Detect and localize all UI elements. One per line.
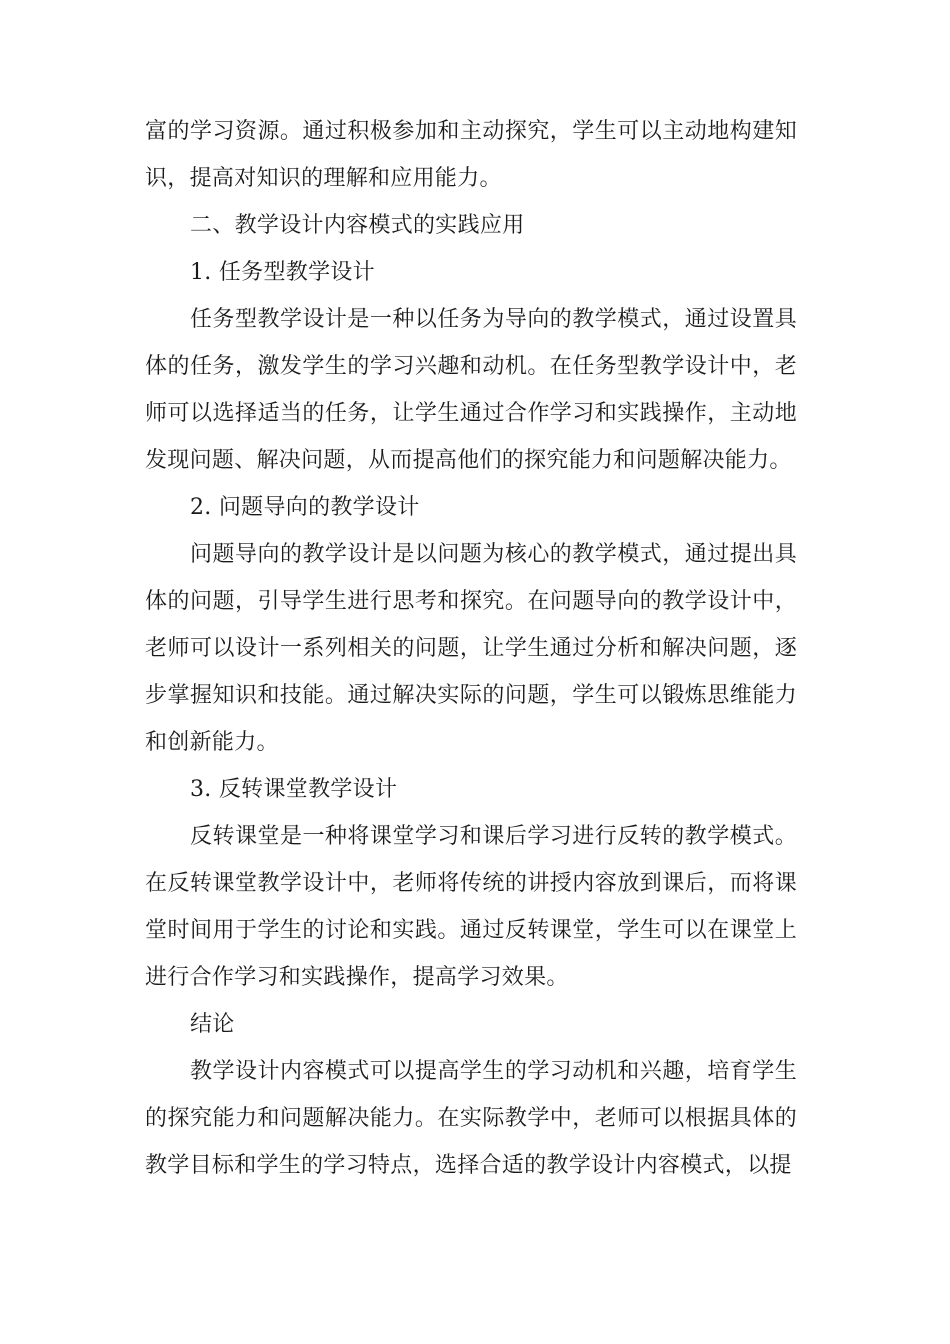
paragraph-task-based: 任务型教学设计是一种以任务为导向的教学模式，通过设置具体的任务，激发学生的学习兴趣和动机。在任务型教学设计中，老师可以选择适当的任务，让学生通过合作学习和实践操作，主动地发现问题、解决问题，从而提高他们的探究能力和问题解决能力。	[145, 307, 797, 473]
paragraph-flipped-classroom: 反转课堂是一种将课堂学习和课后学习进行反转的教学模式。在反转课堂教学设计中，老师将传统的讲授内容放到课后，而将课堂时间用于学生的讨论和实践。通过反转课堂，学生可以在课堂上进行合作学习和实践操作，提高学习效果。	[145, 824, 797, 990]
paragraph-continuation: 富的学习资源。通过积极参加和主动探究，学生可以主动地构建知识，提高对知识的理解和应用能力。	[145, 119, 797, 191]
subsection-heading-1: 1. 任务型教学设计	[190, 260, 375, 285]
paragraph-problem-oriented: 问题导向的教学设计是以问题为核心的教学模式，通过提出具体的问题，引导学生进行思考和探究。在问题导向的教学设计中，老师可以设计一系列相关的问题，让学生通过分析和解决问题，逐步掌握知识和技能。通过解决实际的问题，学生可以锻炼思维能力和创新能力。	[145, 542, 797, 755]
document-body	[145, 108, 797, 1189]
subsection-heading-3: 3. 反转课堂教学设计	[190, 777, 398, 802]
subsection-heading-2: 2. 问题导向的教学设计	[190, 495, 420, 520]
section-heading: 二、教学设计内容模式的实践应用	[190, 213, 525, 238]
paragraph-conclusion: 教学设计内容模式可以提高学生的学习动机和兴趣，培育学生的探究能力和问题解决能力。在实际教学中，老师可以根据具体的教学目标和学生的学习特点，选择合适的教学设计内容模式，以提	[145, 1059, 797, 1178]
conclusion-heading: 结论	[190, 1012, 235, 1037]
